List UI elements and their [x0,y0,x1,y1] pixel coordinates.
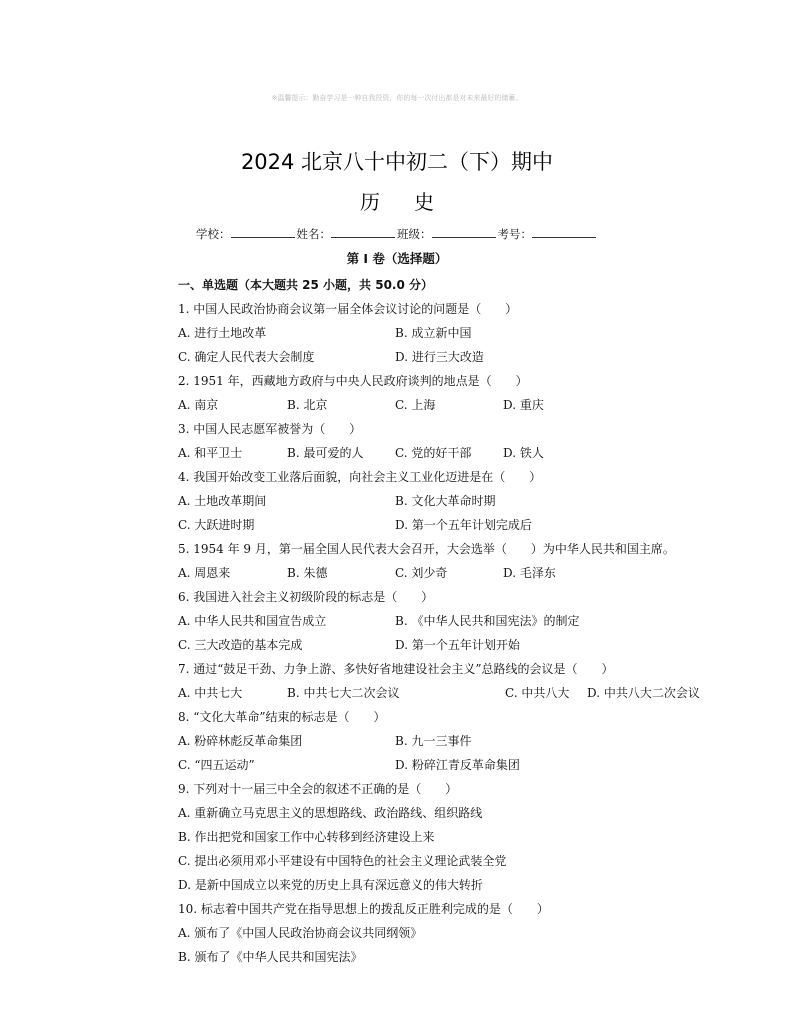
question-5-option-d: D. 毛泽东 [503,566,556,580]
question-9-option-c: C. 提出必须用邓小平建设有中国特色的社会主义理论武装全党 [178,854,507,868]
question-3-stem: 3. 中国人民志愿军被誉为（ ） [178,422,362,436]
question-1-option-b: B. 成立新中国 [395,326,472,340]
student-info-line [0,226,794,242]
question-4-option-c: C. 大跃进时期 [178,518,255,532]
section-heading: 一、单选题（本大题共 25 小题，共 50.0 分） [178,278,434,292]
question-6-option-a: A. 中华人民共和国宣告成立 [178,614,327,628]
name-label: 姓名： [296,227,331,241]
question-6-stem: 6. 我国进入社会主义初级阶段的标志是（ ） [178,590,434,604]
question-1-option-d: D. 进行三大改造 [395,350,484,364]
question-9-option-a: A. 重新确立马克思主义的思想路线、政治路线、组织路线 [178,806,483,820]
question-7-option-c: C. 中共八大 [505,686,570,700]
question-3-option-a: A. 和平卫士 [178,446,243,460]
question-4-option-b: B. 文化大革命时期 [395,494,496,508]
school-label: 学校： [196,227,231,241]
exam-subject: 历史 [360,190,468,214]
question-8-option-b: B. 九一三事件 [395,734,472,748]
question-3-option-d: D. 铁人 [503,446,544,460]
question-2-option-c: C. 上海 [395,398,436,412]
question-6-option-d: D. 第一个五年计划开始 [395,638,520,652]
question-1-option-c: C. 确定人民代表大会制度 [178,350,315,364]
question-2-option-b: B. 北京 [287,398,328,412]
volume-heading: 第 I 卷（选择题） [346,251,448,266]
question-9-option-d: D. 是新中国成立以来党的历史上具有深远意义的伟大转折 [178,878,483,892]
question-4-option-a: A. 土地改革期间 [178,494,267,508]
question-9-option-b: B. 作出把党和国家工作中心转移到经济建设上来 [178,830,435,844]
question-8-option-d: D. 粉碎江青反革命集团 [395,758,520,772]
question-4-stem: 4. 我国开始改变工业落后面貌，向社会主义工业化迈进是在（ ） [178,470,542,484]
class-blank [432,227,496,238]
question-6-option-b: B. 《中华人民共和国宪法》的制定 [395,614,580,628]
question-2-option-a: A. 南京 [178,398,219,412]
question-2-stem: 2. 1951 年，西藏地方政府与中央人民政府谈判的地点是（ ） [178,374,528,388]
question-1-stem: 1. 中国人民政治协商会议第一届全体会议讨论的问题是（ ） [178,302,518,316]
exam-number-blank [532,227,596,238]
question-7-option-a: A. 中共七大 [178,686,243,700]
question-10-option-b: B. 颁布了《中华人民共和国宪法》 [178,950,363,964]
exam-number-label: 考号： [497,227,532,241]
question-7-stem: 7. 通过“鼓足干劲、力争上游、多快好省地建设社会主义”总路线的会议是（ ） [178,662,614,676]
question-7-option-b: B. 中共七大二次会议 [287,686,400,700]
question-6-option-c: C. 三大改造的基本完成 [178,638,303,652]
question-10-stem: 10. 标志着中国共产党在指导思想上的拨乱反正胜利完成的是（ ） [178,902,549,916]
question-2-option-d: D. 重庆 [503,398,544,412]
question-10-option-a: A. 颁布了《中国人民政治协商会议共同纲领》 [178,926,423,940]
question-4-option-d: D. 第一个五年计划完成后 [395,518,532,532]
question-8-option-a: A. 粉碎林彪反革命集团 [178,734,303,748]
class-label: 班级： [397,227,432,241]
question-8-stem: 8. “文化大革命”结束的标志是（ ） [178,710,386,724]
question-5-option-a: A. 周恩来 [178,566,231,580]
question-8-option-c: C. “四五运动” [178,758,255,772]
exam-title: 2024 北京八十中初二（下）期中 [240,150,554,174]
question-7-option-d: D. 中共八大二次会议 [587,686,700,700]
question-3-option-b: B. 最可爱的人 [287,446,364,460]
question-5-option-c: C. 刘少奇 [395,566,448,580]
question-1-option-a: A. 进行土地改革 [178,326,267,340]
watermark-text: ※温馨提示：勤奋学习是一种自我投资，你的每一次付出都是对未来最好的储蓄。 [271,94,523,102]
question-3-option-c: C. 党的好干部 [395,446,472,460]
name-blank [331,227,395,238]
question-5-option-b: B. 朱德 [287,566,328,580]
school-blank [231,227,295,238]
question-5-stem: 5. 1954 年 9 月，第一届全国人民代表大会召开，大会选举（ ）为中华人民共和国主席。 [178,542,675,556]
question-9-stem: 9. 下列对十一届三中全会的叙述不正确的是（ ） [178,782,458,796]
